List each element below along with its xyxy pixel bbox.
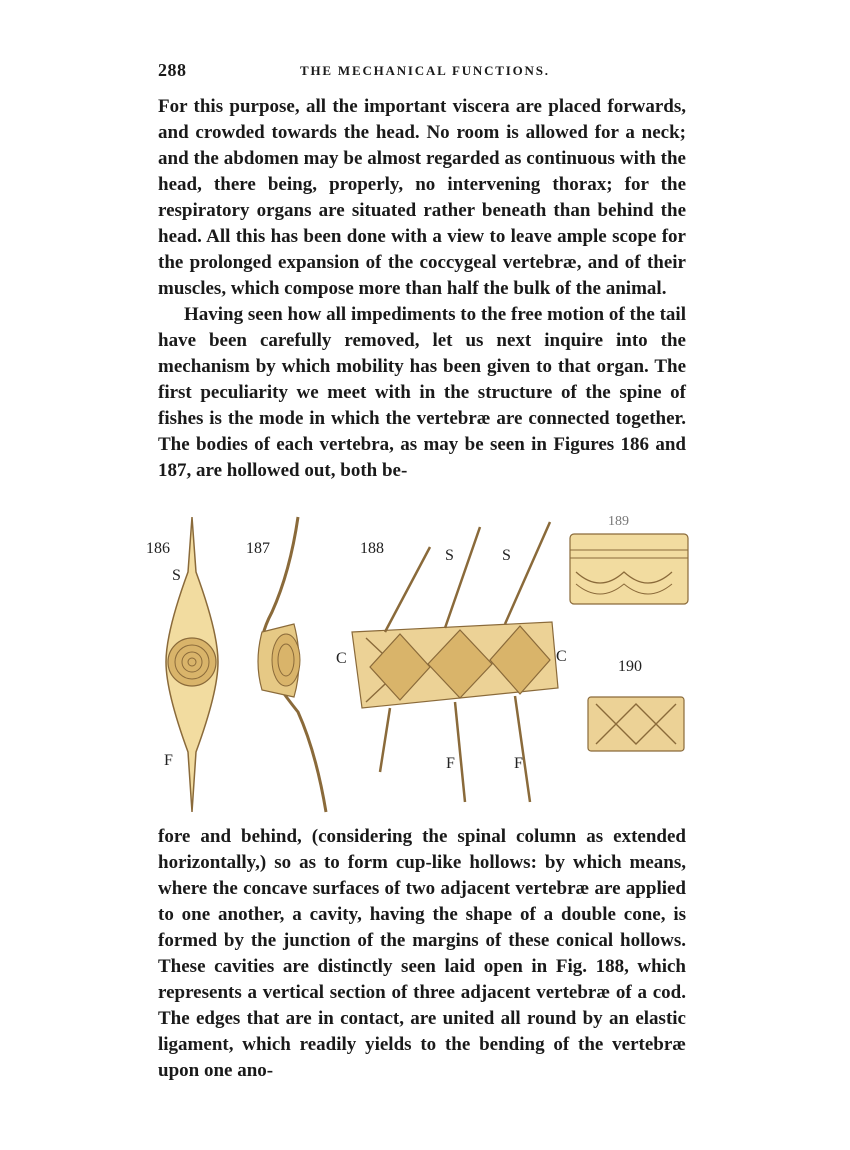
figure-186-label-s: S [172,567,181,584]
paragraph: fore and behind, (considering the spinal column as extended horizontally,) so as to form cup-like hollows: by which means, where the concave surfaces of two adjacent vertebræ are applied to one another, a cavity, having the shape of a double cone, is formed by the junction of the margins of these conical hollows. These cavities are distinctly seen laid open in Fig. 188, which represents a vertical section of three adjacent vertebræ of a cod. The edges that are in contact, are united all round by an elastic ligament, which readily yields to the bending of the vertebræ upon one ano- [158,826,686,1081]
figure-186-drawing [166,517,218,812]
figure-group [130,512,700,817]
figure-188-label-c: C [336,650,347,667]
figure-186-number: 186 [146,540,170,557]
figure-187-drawing [258,517,326,812]
figure-188-number: 188 [360,540,384,557]
figure-190-drawing [588,697,684,751]
body-text-bottom [158,824,686,1084]
figure-188-label-s: S [502,547,511,564]
figure-188-label-f: F [514,755,523,772]
figure-188-label-s: S [445,547,454,564]
figure-188-drawing [352,522,558,802]
vertebrae-illustration [130,512,700,817]
running-head: THE MECHANICAL FUNCTIONS. [300,63,550,78]
paragraph: Having seen how all impediments to the free motion of the tail have been carefully removed, let us next inquire into the mechanism by which mobility has been given to that organ. The first peculiarity we meet with in the structure of the spine of fishes is the mode in which the vertebræ are connected together. The bodies of each vertebra, as may be seen in Figures 186 and 187, are hollowed out, both be- [158,304,686,481]
figure-186-label-f: F [164,752,173,769]
body-text-top [158,94,686,484]
figure-188-label-f: F [446,755,455,772]
page-number: 288 [158,60,187,80]
figure-188-label-c: C [556,648,567,665]
figure-187-number: 187 [246,540,270,557]
figure-189-drawing [570,534,688,604]
figure-190-number: 190 [618,658,642,675]
figure-189-number: 189 [608,514,629,529]
paragraph: For this purpose, all the important viscera are placed forwards, and crowded towards the head. No room is allowed for a neck; and the abdomen may be almost regarded as continuous with the head, there being, properly, no intervening thorax; for the respiratory organs are situated rather beneath than behind the head. All this has been done with a view to leave ample scope for the prolonged expansion of the coccygeal vertebræ, and of their muscles, which compose more than half the bulk of the animal. [158,96,686,299]
